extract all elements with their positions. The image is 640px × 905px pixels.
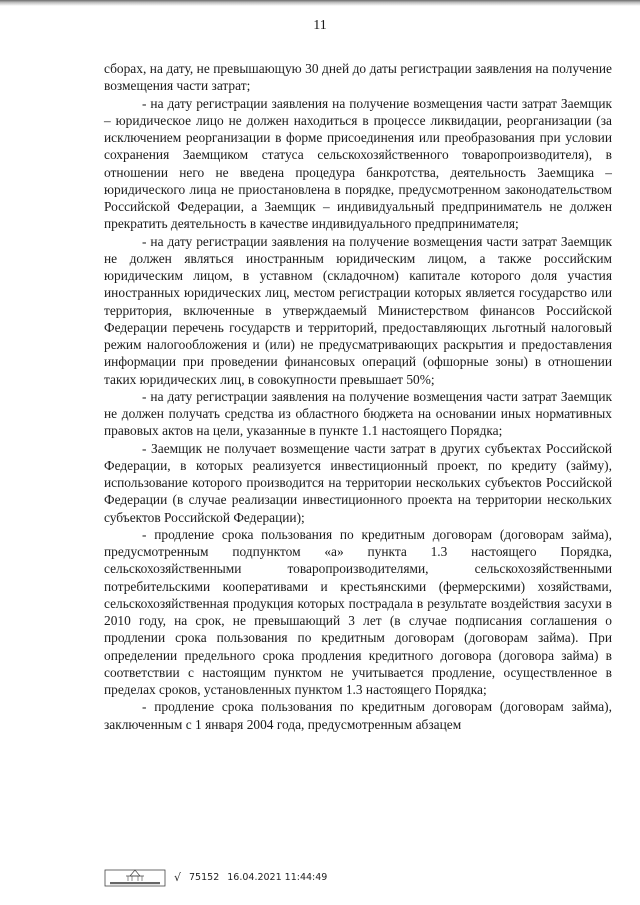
paragraph-2004-extension: - продление срока пользования по кредитным договорам (договорам займа), заключенным с 1 января 2004 года, предусмотренным абзацем: [104, 699, 612, 732]
paragraph-foreign-entity: - на дату регистрации заявления на получение возмещения части затрат Заемщик не должен являться иностранным юридическим лицом, а также российским юридическим лицом, в уставном (складочном) капитале которого доля участия иностранных юридических лиц, местом регистрации которых является государство или территория, включенные в утверждаемый Министерством финансов Российской Федерации перечень государств и территорий, предоставляющих льготный налоговый режим налогообложения и (или) не предусматривающих раскрытия и предоставления информации при проведении финансовых операций (офшорные зоны) в отношении таких юридических лиц, в совокупности превышает 50%;: [104, 233, 612, 387]
document-body: [104, 60, 612, 733]
paragraph-drought-extension: - продление срока пользования по кредитным договорам (договорам займа), предусмотренным подпунктом «а» пункта 1.3 настоящего Порядка, сельскохозяйственными товаропроизводителями, сельскохозяйственными потребительскими кооперативами и крестьянскими (фермерскими) хозяйствами, сельскохозяйственная продукция которых пострадала в результате воздействия засухи в 2010 году, на срок, не превышающий 3 лет (в случае подписания соглашения о продлении срока пользования по кредитным договорам (договорам займа). При определении предельного срока продления кредитного договора (договора займа) в соответствии с настоящим пунктом не учитывается продление, осуществленное в пределах сроков, установленных пунктом 1.3 настоящего Порядка;: [104, 526, 612, 697]
document-footer: [104, 866, 327, 888]
legislative-assembly-logo: [104, 867, 166, 887]
paragraph-other-subjects: - Заемщик не получает возмещение части затрат в других субъектах Российской Федерации, в которых реализуется инвестиционный проект, по кредиту (займу), использование которого производится на территории нескольких субъектов Российской Федерации (в случае реализации инвестиционного проекта на территории нескольких субъектов Российской Федерации);: [104, 440, 612, 525]
timestamp: 16.04.2021 11:44:49: [227, 871, 328, 883]
paragraph-continuation: сборах, на дату, не превышающую 30 дней до даты регистрации заявления на получение возмещения части затрат;: [104, 61, 612, 94]
check-mark: √: [174, 870, 182, 884]
page-number: 11: [313, 18, 327, 33]
document-number: 75152: [189, 871, 220, 883]
paragraph-liquidation: - на дату регистрации заявления на получение возмещения части затрат Заемщик – юридическое лицо не должен находиться в процессе ликвидации, реорганизации (за исключением реорганизации в форме присоединения или преобразования при условии сохранения Заемщиком статуса сельскохозяйственного товаропроизводителя), в отношении него не введена процедура банкротства, деятельность Заемщика – юридического лица не приостановлена в порядке, предусмотренном законодательством Российской Федерации, а Заемщик – индивидуальный предприниматель не должен прекратить деятельность в качестве индивидуального предпринимателя;: [104, 95, 612, 232]
paragraph-regional-budget: - на дату регистрации заявления на получение возмещения части затрат Заемщик не должен получать средства из областного бюджета на основании иных нормативных правовых актов на цели, указанные в пункте 1.1 настоящего Порядка;: [104, 388, 612, 439]
scan-edge: [0, 0, 640, 6]
